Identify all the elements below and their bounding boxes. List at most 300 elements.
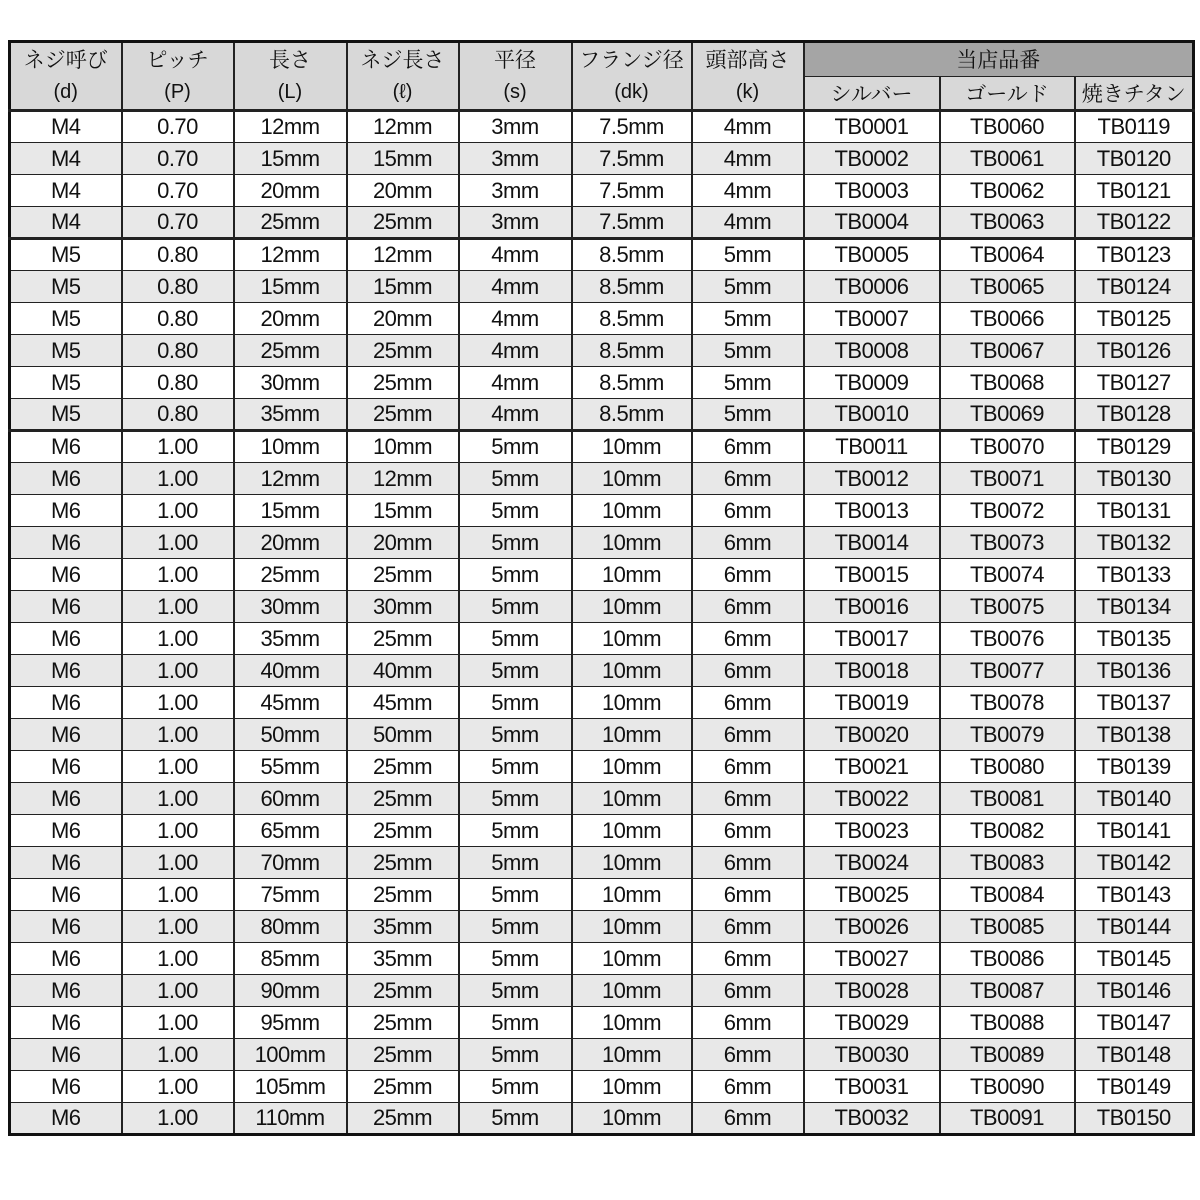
table-row bbox=[10, 623, 1194, 655]
table-cell: M6 bbox=[10, 527, 122, 559]
table-row bbox=[10, 847, 1194, 879]
table-cell: 8.5mm bbox=[572, 367, 692, 399]
table-cell: 6mm bbox=[692, 1007, 804, 1039]
col-header-thread-length bbox=[347, 42, 459, 111]
table-cell: 25mm bbox=[347, 335, 459, 367]
table-row bbox=[10, 207, 1194, 239]
table-cell: 105mm bbox=[234, 1071, 347, 1103]
table-row bbox=[10, 271, 1194, 303]
table-cell: 6mm bbox=[692, 815, 804, 847]
table-cell: TB0005 bbox=[804, 239, 940, 271]
table-cell: 25mm bbox=[347, 399, 459, 431]
table-row bbox=[10, 399, 1194, 431]
table-cell: 1.00 bbox=[122, 847, 234, 879]
table-cell: TB0138 bbox=[1075, 719, 1194, 751]
table-cell: 3mm bbox=[459, 143, 572, 175]
table-cell: 1.00 bbox=[122, 975, 234, 1007]
table-cell: TB0141 bbox=[1075, 815, 1194, 847]
table-cell: 10mm bbox=[572, 751, 692, 783]
table-cell: M6 bbox=[10, 911, 122, 943]
table-cell: 45mm bbox=[234, 687, 347, 719]
table-cell: 30mm bbox=[234, 591, 347, 623]
table-cell: M6 bbox=[10, 815, 122, 847]
table-cell: 4mm bbox=[692, 175, 804, 207]
table-cell: 6mm bbox=[692, 623, 804, 655]
table-cell: TB0002 bbox=[804, 143, 940, 175]
table-cell: 45mm bbox=[347, 687, 459, 719]
table-cell: 5mm bbox=[459, 815, 572, 847]
table-cell: TB0148 bbox=[1075, 1039, 1194, 1071]
table-cell: TB0132 bbox=[1075, 527, 1194, 559]
table-cell: M6 bbox=[10, 943, 122, 975]
table-cell: 5mm bbox=[692, 271, 804, 303]
table-cell: 1.00 bbox=[122, 527, 234, 559]
table-cell: TB0088 bbox=[940, 1007, 1075, 1039]
table-cell: TB0149 bbox=[1075, 1071, 1194, 1103]
table-cell: 10mm bbox=[572, 1007, 692, 1039]
table-cell: TB0013 bbox=[804, 495, 940, 527]
col-header-burnt-titanium: 焼きチタン bbox=[1075, 76, 1194, 111]
table-cell: TB0079 bbox=[940, 719, 1075, 751]
table-cell: 4mm bbox=[692, 207, 804, 239]
table-cell: 5mm bbox=[459, 1071, 572, 1103]
table-cell: TB0001 bbox=[804, 111, 940, 143]
table-cell: 8.5mm bbox=[572, 271, 692, 303]
col-header-head-height bbox=[692, 42, 804, 111]
table-cell: 6mm bbox=[692, 943, 804, 975]
table-cell: 6mm bbox=[692, 911, 804, 943]
table-cell: M4 bbox=[10, 143, 122, 175]
table-cell: 5mm bbox=[459, 527, 572, 559]
table-cell: M6 bbox=[10, 431, 122, 463]
table-cell: 80mm bbox=[234, 911, 347, 943]
table-cell: 10mm bbox=[572, 591, 692, 623]
table-cell: TB0083 bbox=[940, 847, 1075, 879]
table-cell: 1.00 bbox=[122, 1007, 234, 1039]
col-header-screw-size bbox=[10, 42, 122, 111]
table-cell: 10mm bbox=[347, 431, 459, 463]
table-cell: 25mm bbox=[347, 975, 459, 1007]
table-cell: 5mm bbox=[459, 911, 572, 943]
table-cell: M5 bbox=[10, 271, 122, 303]
table-cell: 35mm bbox=[347, 943, 459, 975]
table-cell: 6mm bbox=[692, 1039, 804, 1071]
table-cell: TB0023 bbox=[804, 815, 940, 847]
col-header-head-height-symbol: (k) bbox=[735, 81, 760, 103]
table-cell: TB0121 bbox=[1075, 175, 1194, 207]
table-cell: 5mm bbox=[459, 1039, 572, 1071]
table-cell: TB0144 bbox=[1075, 911, 1194, 943]
table-cell: TB0140 bbox=[1075, 783, 1194, 815]
table-cell: 0.70 bbox=[122, 143, 234, 175]
table-cell: 40mm bbox=[234, 655, 347, 687]
table-cell: 6mm bbox=[692, 879, 804, 911]
table-cell: 7.5mm bbox=[572, 207, 692, 239]
table-cell: 1.00 bbox=[122, 879, 234, 911]
col-header-flat-diameter bbox=[459, 42, 572, 111]
table-cell: 6mm bbox=[692, 463, 804, 495]
table-cell: 5mm bbox=[459, 719, 572, 751]
table-cell: 4mm bbox=[459, 271, 572, 303]
table-cell: 10mm bbox=[572, 559, 692, 591]
table-cell: 5mm bbox=[459, 847, 572, 879]
table-cell: TB0030 bbox=[804, 1039, 940, 1071]
table-cell: M6 bbox=[10, 719, 122, 751]
table-cell: 20mm bbox=[347, 175, 459, 207]
table-cell: M6 bbox=[10, 687, 122, 719]
table-cell: 35mm bbox=[347, 911, 459, 943]
table-cell: 15mm bbox=[234, 143, 347, 175]
table-cell: 1.00 bbox=[122, 1071, 234, 1103]
table-cell: 4mm bbox=[459, 303, 572, 335]
table-cell: TB0120 bbox=[1075, 143, 1194, 175]
table-cell: TB0084 bbox=[940, 879, 1075, 911]
table-cell: TB0073 bbox=[940, 527, 1075, 559]
table-cell: TB0128 bbox=[1075, 399, 1194, 431]
table-cell: M6 bbox=[10, 559, 122, 591]
table-cell: 0.80 bbox=[122, 303, 234, 335]
table-cell: 6mm bbox=[692, 783, 804, 815]
table-cell: 0.80 bbox=[122, 335, 234, 367]
table-cell: 12mm bbox=[234, 239, 347, 271]
table-cell: TB0072 bbox=[940, 495, 1075, 527]
table-cell: 10mm bbox=[572, 911, 692, 943]
table-cell: TB0080 bbox=[940, 751, 1075, 783]
col-header-silver: シルバー bbox=[804, 76, 940, 111]
table-cell: 4mm bbox=[459, 399, 572, 431]
table-cell: 55mm bbox=[234, 751, 347, 783]
table-cell: 6mm bbox=[692, 847, 804, 879]
table-cell: TB0122 bbox=[1075, 207, 1194, 239]
table-cell: 5mm bbox=[459, 559, 572, 591]
table-cell: 6mm bbox=[692, 975, 804, 1007]
table-cell: 1.00 bbox=[122, 687, 234, 719]
table-cell: 8.5mm bbox=[572, 335, 692, 367]
table-cell: 20mm bbox=[234, 175, 347, 207]
table-cell: 10mm bbox=[572, 655, 692, 687]
table-cell: 10mm bbox=[234, 431, 347, 463]
table-row bbox=[10, 111, 1194, 143]
table-cell: 3mm bbox=[459, 111, 572, 143]
table-cell: 1.00 bbox=[122, 431, 234, 463]
table-cell: TB0060 bbox=[940, 111, 1075, 143]
table-cell: 1.00 bbox=[122, 559, 234, 591]
table-cell: 30mm bbox=[347, 591, 459, 623]
table-cell: 25mm bbox=[347, 207, 459, 239]
table-cell: 95mm bbox=[234, 1007, 347, 1039]
table-cell: M4 bbox=[10, 207, 122, 239]
table-cell: M6 bbox=[10, 591, 122, 623]
table-row bbox=[10, 783, 1194, 815]
table-cell: 4mm bbox=[459, 367, 572, 399]
table-cell: TB0024 bbox=[804, 847, 940, 879]
table-row bbox=[10, 143, 1194, 175]
table-row bbox=[10, 911, 1194, 943]
table-cell: TB0016 bbox=[804, 591, 940, 623]
col-header-gold: ゴールド bbox=[940, 76, 1075, 111]
table-cell: 25mm bbox=[347, 879, 459, 911]
table-cell: TB0131 bbox=[1075, 495, 1194, 527]
table-cell: TB0081 bbox=[940, 783, 1075, 815]
table-row bbox=[10, 495, 1194, 527]
table-cell: 3mm bbox=[459, 175, 572, 207]
col-header-flat-diameter-label: 平径 bbox=[494, 49, 536, 72]
table-cell: 50mm bbox=[347, 719, 459, 751]
col-header-thread-length-symbol: (ℓ) bbox=[392, 81, 413, 103]
table-cell: 25mm bbox=[347, 1071, 459, 1103]
table-cell: TB0067 bbox=[940, 335, 1075, 367]
table-cell: TB0139 bbox=[1075, 751, 1194, 783]
table-cell: TB0075 bbox=[940, 591, 1075, 623]
table-cell: 110mm bbox=[234, 1103, 347, 1135]
table-cell: 10mm bbox=[572, 943, 692, 975]
table-cell: 0.70 bbox=[122, 111, 234, 143]
table-cell: 6mm bbox=[692, 431, 804, 463]
table-cell: 5mm bbox=[692, 367, 804, 399]
table-cell: TB0009 bbox=[804, 367, 940, 399]
table-cell: 6mm bbox=[692, 495, 804, 527]
col-header-length-label: 長さ bbox=[269, 49, 311, 72]
table-cell: TB0130 bbox=[1075, 463, 1194, 495]
table-row bbox=[10, 591, 1194, 623]
table-cell: M6 bbox=[10, 975, 122, 1007]
table-cell: 6mm bbox=[692, 687, 804, 719]
table-cell: 5mm bbox=[459, 1103, 572, 1135]
table-cell: TB0082 bbox=[940, 815, 1075, 847]
table-cell: TB0004 bbox=[804, 207, 940, 239]
table-cell: TB0011 bbox=[804, 431, 940, 463]
table-cell: TB0125 bbox=[1075, 303, 1194, 335]
table-cell: 20mm bbox=[347, 527, 459, 559]
table-cell: 4mm bbox=[692, 143, 804, 175]
table-cell: M6 bbox=[10, 463, 122, 495]
table-cell: 35mm bbox=[234, 623, 347, 655]
table-cell: TB0062 bbox=[940, 175, 1075, 207]
spec-table-body bbox=[10, 111, 1194, 1135]
table-cell: TB0029 bbox=[804, 1007, 940, 1039]
table-cell: 10mm bbox=[572, 623, 692, 655]
table-cell: 12mm bbox=[347, 111, 459, 143]
table-cell: TB0069 bbox=[940, 399, 1075, 431]
table-cell: M6 bbox=[10, 1039, 122, 1071]
table-cell: 12mm bbox=[347, 239, 459, 271]
table-cell: 6mm bbox=[692, 1071, 804, 1103]
table-cell: 85mm bbox=[234, 943, 347, 975]
table-cell: 5mm bbox=[459, 623, 572, 655]
table-cell: TB0086 bbox=[940, 943, 1075, 975]
table-row bbox=[10, 239, 1194, 271]
col-header-flange-diameter-symbol: (dk) bbox=[614, 81, 649, 103]
table-cell: 5mm bbox=[459, 463, 572, 495]
table-cell: 5mm bbox=[459, 975, 572, 1007]
table-cell: 7.5mm bbox=[572, 111, 692, 143]
col-header-thread-length-label: ネジ長さ bbox=[360, 49, 445, 72]
table-cell: 5mm bbox=[692, 303, 804, 335]
col-header-head-height-label: 頭部高さ bbox=[705, 49, 790, 72]
table-cell: M5 bbox=[10, 303, 122, 335]
table-cell: 10mm bbox=[572, 975, 692, 1007]
table-cell: TB0027 bbox=[804, 943, 940, 975]
table-cell: TB0032 bbox=[804, 1103, 940, 1135]
table-cell: TB0008 bbox=[804, 335, 940, 367]
table-cell: M6 bbox=[10, 623, 122, 655]
table-row bbox=[10, 975, 1194, 1007]
table-cell: TB0025 bbox=[804, 879, 940, 911]
table-cell: 25mm bbox=[347, 783, 459, 815]
col-header-length-symbol: (L) bbox=[277, 81, 303, 103]
table-cell: TB0145 bbox=[1075, 943, 1194, 975]
table-cell: 5mm bbox=[459, 943, 572, 975]
table-cell: 1.00 bbox=[122, 1103, 234, 1135]
col-header-screw-size-label: ネジ呼び bbox=[23, 49, 108, 72]
table-cell: 70mm bbox=[234, 847, 347, 879]
table-cell: 90mm bbox=[234, 975, 347, 1007]
table-cell: 20mm bbox=[234, 527, 347, 559]
table-cell: 25mm bbox=[347, 367, 459, 399]
table-cell: 10mm bbox=[572, 687, 692, 719]
table-cell: TB0150 bbox=[1075, 1103, 1194, 1135]
table-cell: 5mm bbox=[459, 751, 572, 783]
table-cell: 5mm bbox=[459, 655, 572, 687]
table-cell: 35mm bbox=[234, 399, 347, 431]
table-cell: 5mm bbox=[692, 399, 804, 431]
table-row bbox=[10, 719, 1194, 751]
table-cell: TB0147 bbox=[1075, 1007, 1194, 1039]
table-cell: TB0068 bbox=[940, 367, 1075, 399]
table-row bbox=[10, 559, 1194, 591]
table-cell: M5 bbox=[10, 239, 122, 271]
table-cell: 15mm bbox=[234, 495, 347, 527]
table-cell: 25mm bbox=[347, 751, 459, 783]
table-cell: 1.00 bbox=[122, 719, 234, 751]
table-cell: 8.5mm bbox=[572, 303, 692, 335]
table-cell: 4mm bbox=[692, 111, 804, 143]
table-cell: TB0018 bbox=[804, 655, 940, 687]
table-row bbox=[10, 655, 1194, 687]
table-cell: TB0019 bbox=[804, 687, 940, 719]
table-cell: TB0026 bbox=[804, 911, 940, 943]
table-cell: 40mm bbox=[347, 655, 459, 687]
table-cell: TB0134 bbox=[1075, 591, 1194, 623]
col-header-screw-size-symbol: (d) bbox=[53, 81, 78, 103]
table-cell: TB0124 bbox=[1075, 271, 1194, 303]
table-cell: M6 bbox=[10, 1071, 122, 1103]
table-cell: TB0078 bbox=[940, 687, 1075, 719]
table-cell: TB0129 bbox=[1075, 431, 1194, 463]
table-cell: 10mm bbox=[572, 463, 692, 495]
table-cell: TB0143 bbox=[1075, 879, 1194, 911]
table-cell: 5mm bbox=[459, 495, 572, 527]
table-cell: TB0017 bbox=[804, 623, 940, 655]
table-cell: 5mm bbox=[459, 1007, 572, 1039]
table-cell: 6mm bbox=[692, 655, 804, 687]
table-cell: TB0074 bbox=[940, 559, 1075, 591]
table-cell: TB0015 bbox=[804, 559, 940, 591]
table-cell: TB0065 bbox=[940, 271, 1075, 303]
table-cell: 6mm bbox=[692, 527, 804, 559]
table-cell: 20mm bbox=[347, 303, 459, 335]
col-header-flange-diameter-label: フランジ径 bbox=[579, 49, 684, 72]
table-cell: M6 bbox=[10, 783, 122, 815]
table-cell: TB0063 bbox=[940, 207, 1075, 239]
col-header-flange-diameter bbox=[572, 42, 692, 111]
table-cell: 1.00 bbox=[122, 623, 234, 655]
table-cell: TB0076 bbox=[940, 623, 1075, 655]
table-cell: M6 bbox=[10, 751, 122, 783]
col-header-flat-diameter-symbol: (s) bbox=[503, 81, 527, 103]
table-cell: TB0070 bbox=[940, 431, 1075, 463]
table-cell: TB0091 bbox=[940, 1103, 1075, 1135]
table-cell: 25mm bbox=[347, 559, 459, 591]
table-cell: 25mm bbox=[347, 1007, 459, 1039]
table-cell: 60mm bbox=[234, 783, 347, 815]
table-cell: 25mm bbox=[234, 207, 347, 239]
table-row bbox=[10, 367, 1194, 399]
table-cell: 10mm bbox=[572, 879, 692, 911]
table-cell: TB0135 bbox=[1075, 623, 1194, 655]
table-cell: 4mm bbox=[459, 335, 572, 367]
table-cell: TB0014 bbox=[804, 527, 940, 559]
table-row bbox=[10, 687, 1194, 719]
table-cell: TB0142 bbox=[1075, 847, 1194, 879]
table-cell: 1.00 bbox=[122, 591, 234, 623]
table-cell: TB0119 bbox=[1075, 111, 1194, 143]
table-row bbox=[10, 431, 1194, 463]
table-cell: 10mm bbox=[572, 719, 692, 751]
table-cell: M4 bbox=[10, 175, 122, 207]
table-cell: M6 bbox=[10, 495, 122, 527]
col-header-pitch bbox=[122, 42, 234, 111]
table-cell: 10mm bbox=[572, 431, 692, 463]
table-cell: 10mm bbox=[572, 1039, 692, 1071]
table-cell: TB0127 bbox=[1075, 367, 1194, 399]
table-cell: TB0126 bbox=[1075, 335, 1194, 367]
table-row bbox=[10, 879, 1194, 911]
table-cell: 6mm bbox=[692, 751, 804, 783]
table-cell: TB0064 bbox=[940, 239, 1075, 271]
table-cell: 1.00 bbox=[122, 463, 234, 495]
table-cell: 10mm bbox=[572, 783, 692, 815]
table-row bbox=[10, 1039, 1194, 1071]
table-cell: M6 bbox=[10, 1103, 122, 1135]
table-cell: 6mm bbox=[692, 591, 804, 623]
table-cell: 5mm bbox=[459, 783, 572, 815]
table-cell: TB0146 bbox=[1075, 975, 1194, 1007]
table-cell: 8.5mm bbox=[572, 399, 692, 431]
table-cell: 12mm bbox=[234, 463, 347, 495]
table-cell: 5mm bbox=[459, 879, 572, 911]
table-cell: 7.5mm bbox=[572, 175, 692, 207]
table-cell: TB0066 bbox=[940, 303, 1075, 335]
table-cell: 25mm bbox=[347, 1103, 459, 1135]
table-cell: M5 bbox=[10, 367, 122, 399]
table-cell: 0.70 bbox=[122, 175, 234, 207]
table-cell: M6 bbox=[10, 655, 122, 687]
table-cell: M6 bbox=[10, 847, 122, 879]
table-row bbox=[10, 1103, 1194, 1135]
table-cell: 75mm bbox=[234, 879, 347, 911]
col-header-pitch-symbol: (P) bbox=[164, 81, 191, 103]
table-cell: 1.00 bbox=[122, 751, 234, 783]
col-header-length bbox=[234, 42, 347, 111]
screw-spec-table bbox=[8, 40, 1195, 1136]
table-cell: 0.70 bbox=[122, 207, 234, 239]
table-cell: TB0022 bbox=[804, 783, 940, 815]
table-cell: TB0003 bbox=[804, 175, 940, 207]
table-cell: M6 bbox=[10, 1007, 122, 1039]
table-cell: 12mm bbox=[347, 463, 459, 495]
table-row bbox=[10, 943, 1194, 975]
